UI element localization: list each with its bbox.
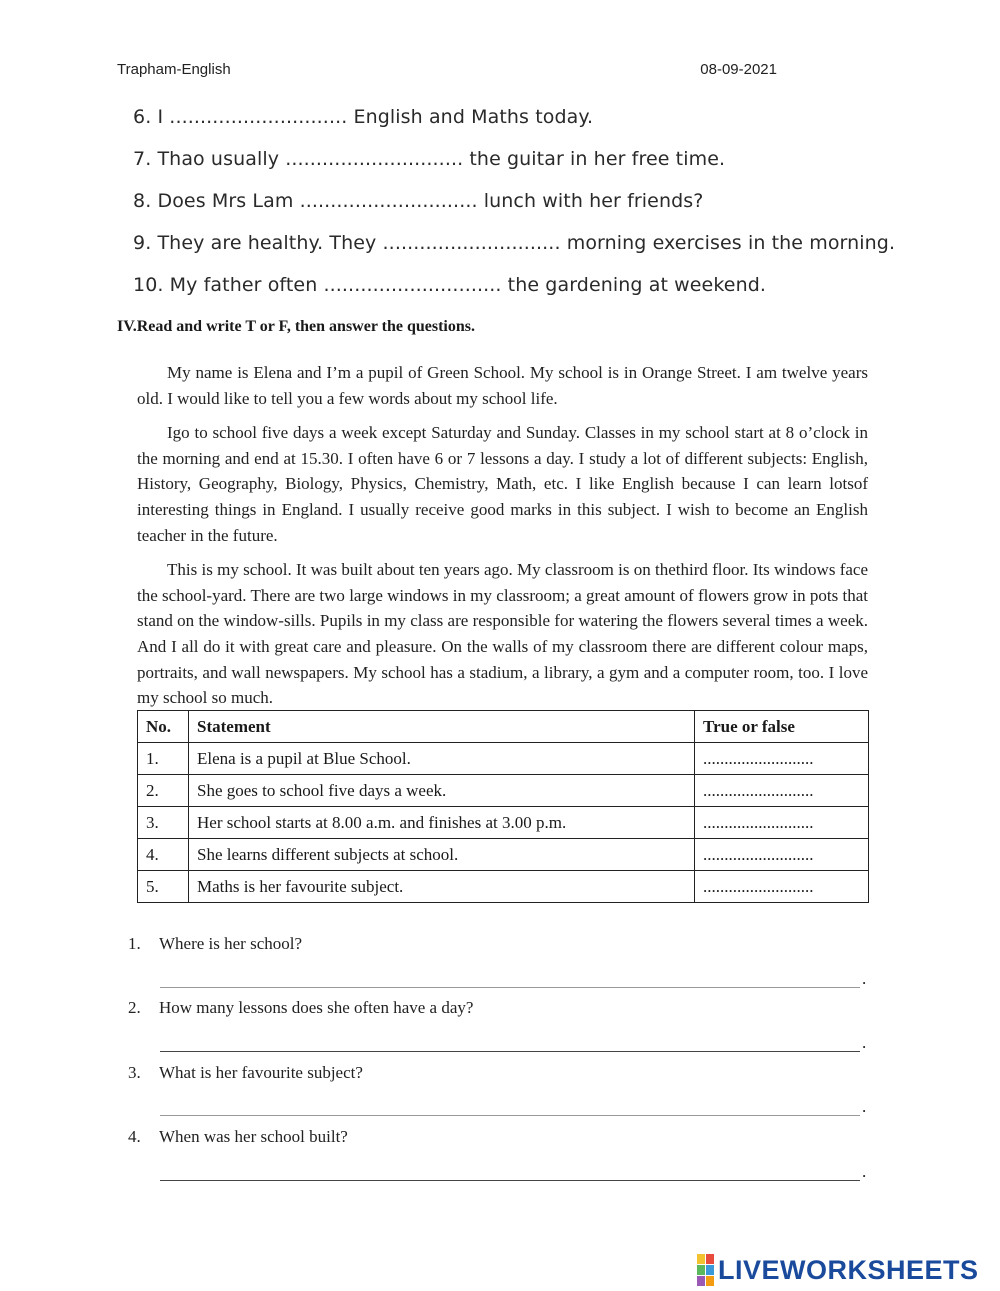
question-text: Where is her school? bbox=[159, 934, 303, 953]
question-number: 4. bbox=[128, 1127, 141, 1146]
reading-passage bbox=[137, 360, 868, 711]
logo-block bbox=[697, 1254, 705, 1264]
passage-paragraph: Igo to school five days a week except Saturday and Sunday. Classes in my school start at 8 o’clock in the morning and end at 15.30. I often have 6 or 7 lessons a day. I study a lot of different subjects: English, History, Geography, Biology, Physics, Chemistry, Math, etc. I like English because I can learn lotsof interesting things in England. I usually receive good marks in this subject. I wish to become an English teacher in the future. bbox=[137, 423, 868, 545]
question bbox=[128, 998, 473, 1018]
answer-end-mark: . bbox=[862, 1162, 867, 1181]
exercise-line: 10. My father often ............................. the gardening at weekend. bbox=[133, 274, 767, 296]
answer-end-mark: . bbox=[862, 1097, 867, 1116]
exercise-line: 7. Thao usually ............................. the guitar in her free time. bbox=[133, 148, 726, 170]
answer-blank[interactable]: .......................... bbox=[695, 871, 869, 903]
column-header: No. bbox=[138, 711, 189, 743]
table-row bbox=[138, 807, 869, 839]
table-header-row bbox=[138, 711, 869, 743]
row-number: 1. bbox=[138, 743, 189, 775]
question-text: How many lessons does she often have a day? bbox=[159, 998, 474, 1017]
row-number: 2. bbox=[138, 775, 189, 807]
logo-text: LIVEWORKSHEETS bbox=[718, 1254, 979, 1285]
row-number: 3. bbox=[138, 807, 189, 839]
table-row bbox=[138, 775, 869, 807]
exercise-line: 8. Does Mrs Lam ............................. lunch with her friends? bbox=[133, 190, 704, 212]
answer-blank[interactable]: .......................... bbox=[695, 775, 869, 807]
logo-block bbox=[697, 1276, 705, 1286]
answer-end-mark: . bbox=[862, 969, 867, 988]
question-number: 3. bbox=[128, 1063, 141, 1082]
row-number: 5. bbox=[138, 871, 189, 903]
passage-paragraph: This is my school. It was built about ten years ago. My classroom is on thethird floor. Its windows face the school-yard. There are two large windows in my classroom; a great amount of flowers grow in pots that stand on the window-sills. Pupils in my class are responsible for watering the flowers several times a week. And I all do it with great care and pleasure. On the walls of my classroom there are different colour maps, portraits, and wall newspapers. My school has a stadium, a library, a gym and a computer room, too. I love my school so much. bbox=[137, 560, 868, 708]
question-number: 2. bbox=[128, 998, 141, 1017]
true-false-table bbox=[137, 710, 869, 903]
question-text: When was her school built? bbox=[159, 1127, 348, 1146]
row-statement: She learns different subjects at school. bbox=[189, 839, 695, 871]
logo-block bbox=[706, 1265, 714, 1275]
liveworksheets-logo bbox=[697, 1255, 979, 1285]
question bbox=[128, 1063, 363, 1083]
question bbox=[128, 934, 302, 954]
question-number: 1. bbox=[128, 934, 141, 953]
table-row bbox=[138, 743, 869, 775]
exercise-line: 6. I ............................. English and Maths today. bbox=[133, 106, 594, 128]
logo-block bbox=[706, 1254, 714, 1264]
row-statement: She goes to school five days a week. bbox=[189, 775, 695, 807]
column-header: Statement bbox=[189, 711, 695, 743]
answer-line[interactable] bbox=[160, 1180, 860, 1181]
logo-block bbox=[697, 1265, 705, 1275]
row-statement: Maths is her favourite subject. bbox=[189, 871, 695, 903]
page-header bbox=[117, 61, 777, 81]
row-statement: Elena is a pupil at Blue School. bbox=[189, 743, 695, 775]
row-number: 4. bbox=[138, 839, 189, 871]
answer-line[interactable] bbox=[160, 987, 860, 988]
header-date: 08-09-2021 bbox=[700, 61, 777, 78]
answer-blank[interactable]: .......................... bbox=[695, 807, 869, 839]
column-header: True or false bbox=[695, 711, 869, 743]
question-text: What is her favourite subject? bbox=[159, 1063, 363, 1082]
answer-line[interactable] bbox=[160, 1115, 860, 1116]
header-author: Trapham-English bbox=[117, 61, 231, 78]
answer-line[interactable] bbox=[160, 1051, 860, 1052]
table-row bbox=[138, 839, 869, 871]
answer-blank[interactable]: .......................... bbox=[695, 743, 869, 775]
logo-blocks-icon bbox=[697, 1254, 714, 1286]
exercise-line: 9. They are healthy. They ............................. morning exercises in the morning. bbox=[133, 232, 896, 254]
answer-end-mark: . bbox=[862, 1033, 867, 1052]
question bbox=[128, 1127, 348, 1147]
row-statement: Her school starts at 8.00 a.m. and finishes at 3.00 p.m. bbox=[189, 807, 695, 839]
table-row bbox=[138, 871, 869, 903]
answer-blank[interactable]: .......................... bbox=[695, 839, 869, 871]
passage-paragraph: My name is Elena and I’m a pupil of Green School. My school is in Orange Street. I am twelve years old. I would like to tell you a few words about my school life. bbox=[137, 363, 868, 408]
section-title: IV.Read and write T or F, then answer the questions. bbox=[117, 318, 475, 335]
logo-block bbox=[706, 1276, 714, 1286]
